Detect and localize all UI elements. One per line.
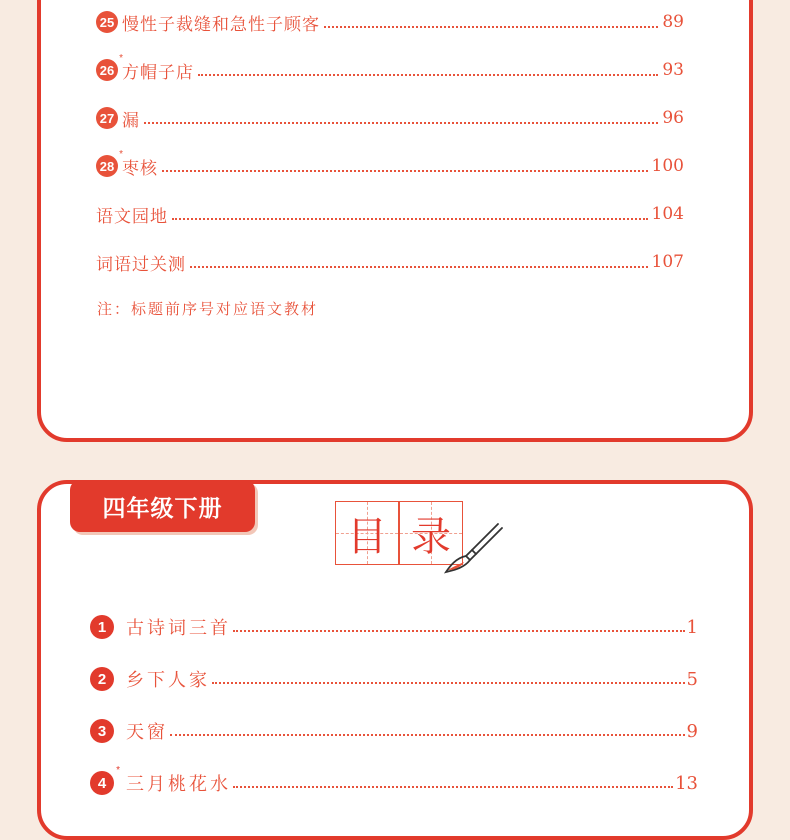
toc-item-page: 1	[686, 616, 698, 638]
toc-item[interactable]	[96, 53, 684, 83]
leader-dots	[198, 73, 658, 76]
toc-item-page: 93	[662, 60, 684, 80]
lesson-number-badge: 1	[90, 615, 114, 639]
toc-item-title: 天窗	[126, 722, 168, 743]
toc-item[interactable]	[96, 202, 684, 226]
lesson-number-badge: 28 *	[96, 155, 118, 177]
leader-dots	[144, 121, 658, 124]
toc-item-page: 5	[686, 668, 698, 690]
leader-dots	[162, 169, 648, 172]
toc-item[interactable]	[90, 765, 698, 796]
toc-note: 注：标题前序号对应语文教材	[97, 300, 319, 318]
leader-dots	[172, 217, 648, 220]
toc-item[interactable]	[90, 718, 698, 744]
toc-item-title: 枣核	[122, 158, 158, 179]
toc-item-page: 104	[651, 204, 684, 224]
toc-item-page: 96	[662, 108, 684, 128]
toc-item-page: 107	[651, 252, 684, 272]
lesson-number-badge: 4 *	[90, 771, 114, 795]
toc-item-title: 词语过关测	[96, 254, 186, 275]
toc-item-title: 漏	[122, 110, 140, 131]
grade-tab: 四年级下册	[70, 480, 255, 532]
toc-item-page: 89	[662, 12, 684, 32]
toc-item-title: 乡下人家	[126, 670, 210, 691]
lesson-number-badge: 2	[90, 667, 114, 691]
leader-dots	[233, 785, 673, 788]
toc-item[interactable]	[96, 250, 684, 274]
heading-char-box: 录	[399, 501, 463, 565]
toc-item-title: 古诗词三首	[126, 618, 231, 639]
leader-dots	[170, 733, 685, 736]
heading-char-box: 目	[335, 501, 399, 565]
toc-item-title: 方帽子店	[122, 62, 194, 83]
toc-item-title: 语文园地	[96, 206, 168, 227]
leader-dots	[212, 681, 685, 684]
toc-item[interactable]	[96, 10, 684, 34]
toc-item-page: 9	[686, 720, 698, 742]
toc-item[interactable]	[90, 666, 698, 692]
toc-item[interactable]	[96, 149, 684, 179]
leader-dots	[324, 25, 658, 28]
lesson-number-badge: 25	[96, 11, 118, 33]
brush-icon	[442, 520, 504, 576]
toc-item-page: 100	[651, 156, 684, 176]
lesson-number-badge: 27	[96, 107, 118, 129]
leader-dots	[190, 265, 648, 268]
leader-dots	[233, 629, 685, 632]
toc-item[interactable]	[96, 106, 684, 130]
toc-item[interactable]	[90, 614, 698, 640]
toc-item-title: 慢性子裁缝和急性子顾客	[122, 14, 320, 35]
toc-item-title: 三月桃花水	[126, 774, 231, 795]
lesson-number-badge: 26 *	[96, 59, 118, 81]
lesson-number-badge: 3	[90, 719, 114, 743]
toc-item-page: 13	[675, 772, 698, 794]
